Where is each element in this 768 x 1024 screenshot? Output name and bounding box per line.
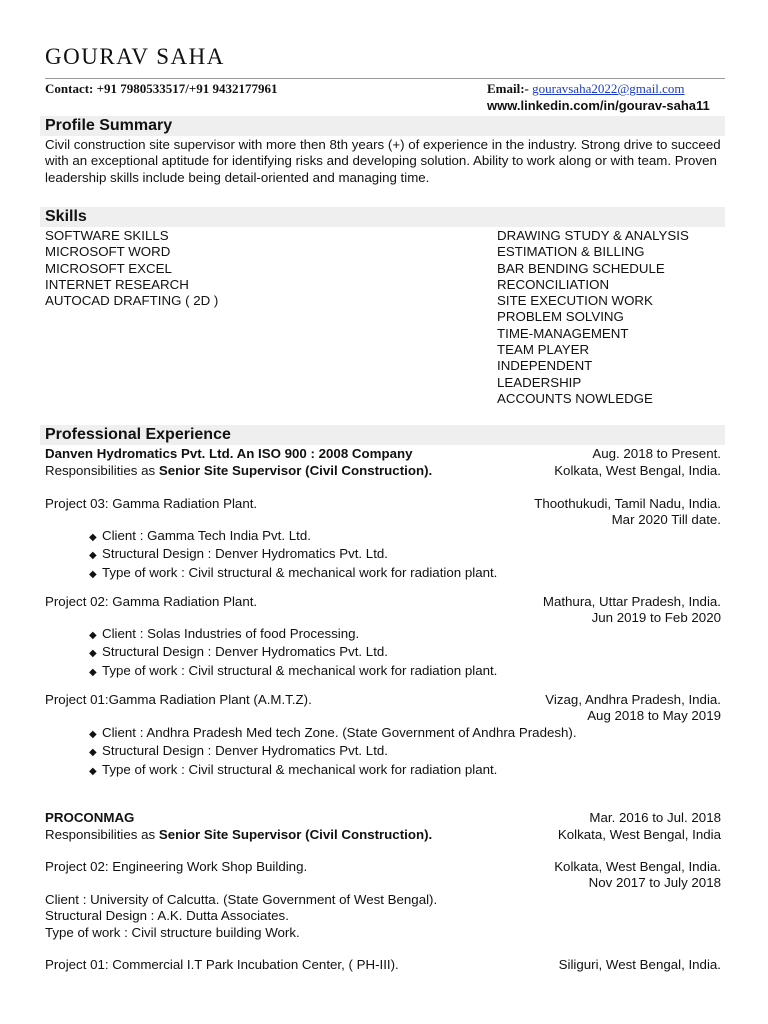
skills-section-band bbox=[40, 207, 725, 227]
skill-item: PROBLEM SOLVING bbox=[497, 309, 624, 325]
job1-project2-date: Jun 2019 to Feb 2020 bbox=[591, 610, 721, 625]
bullet-icon: ◆ bbox=[89, 666, 97, 678]
job1-project2-bullets bbox=[89, 626, 497, 681]
bullet-icon: ◆ bbox=[89, 729, 97, 740]
job2-project2-work: Type of work : Civil structure building Work. bbox=[45, 925, 300, 940]
bullet-icon: ◆ bbox=[89, 747, 97, 759]
profile-summary-text: Civil construction site supervisor with more then 8th years (+) of experience in the industry. Strong drive to succeed with an exceptional aptitude for identifying risks and developing solution. Ability to work along or with team. Proven leadership skills include being detail-oriented and managing time. bbox=[45, 137, 721, 185]
list-item: ◆ Type of work : Civil structural & mechanical work for radiation plant. bbox=[89, 565, 497, 583]
skill-item: INDEPENDENT bbox=[497, 358, 593, 374]
skill-item: LEADERSHIP bbox=[497, 374, 582, 390]
list-item: ◆ Client : Andhra Pradesh Med tech Zone. (State Government of Andhra Pradesh). bbox=[89, 725, 577, 743]
job2-project1-place: Siliguri, West Bengal, India. bbox=[558, 957, 721, 972]
responsibility-prefix: Responsibilities as bbox=[45, 827, 159, 842]
job2-location: Kolkata, West Bengal, India bbox=[557, 827, 721, 842]
list-item: ◆ Structural Design : Denver Hydromatics Pvt. Ltd. bbox=[89, 546, 497, 564]
list-item: ◆ Structural Design : Denver Hydromatics Pvt. Ltd. bbox=[89, 743, 577, 761]
job1-location: Kolkata, West Bengal, India. bbox=[554, 463, 721, 478]
job1-project1-place: Vizag, Andhra Pradesh, India. bbox=[545, 692, 721, 707]
skills-left-list bbox=[45, 228, 218, 309]
skill-item: AUTOCAD DRAFTING ( 2D ) bbox=[45, 293, 219, 309]
bullet-icon: ◆ bbox=[89, 568, 97, 580]
email-link[interactable]: gouravsaha2022@gmail.com bbox=[532, 81, 685, 96]
job2-project2-title: Project 02: Engineering Work Shop Building. bbox=[45, 859, 308, 874]
job2-project2-date: Nov 2017 to July 2018 bbox=[588, 875, 721, 890]
skill-item: MICROSOFT EXCEL bbox=[45, 260, 172, 276]
skill-item: SITE EXECUTION WORK bbox=[497, 293, 653, 309]
list-item: ◆ Type of work : Civil structural & mechanical work for radiation plant. bbox=[89, 663, 497, 681]
skill-item: ACCOUNTS NOWLEDGE bbox=[497, 390, 653, 406]
job1-project1-title: Project 01:Gamma Radiation Plant (A.M.T.Z). bbox=[45, 692, 312, 707]
job1-project1-date: Aug 2018 to May 2019 bbox=[587, 708, 721, 723]
job1-role: Senior Site Supervisor (Civil Construction). bbox=[158, 463, 433, 478]
skill-item: INTERNET RESEARCH bbox=[45, 276, 189, 292]
job2-responsibility bbox=[45, 827, 432, 843]
list-item: ◆ Client : Solas Industries of food Processing. bbox=[89, 626, 497, 644]
job2-project2-client: Client : University of Calcutta. (State Government of West Bengal). bbox=[45, 892, 438, 907]
job1-project1-bullets bbox=[89, 725, 577, 780]
list-item: ◆ Structural Design : Denver Hydromatics Pvt. Ltd. bbox=[89, 644, 497, 662]
skill-item: MICROSOFT WORD bbox=[45, 244, 171, 260]
skill-item: TEAM PLAYER bbox=[497, 342, 590, 358]
linkedin-url: www.linkedin.com/in/gourav-saha11 bbox=[487, 98, 710, 113]
candidate-name: GOURAV SAHA bbox=[45, 44, 225, 69]
job1-project2-title: Project 02: Gamma Radiation Plant. bbox=[45, 594, 258, 609]
job2-project2-place: Kolkata, West Bengal, India. bbox=[554, 859, 721, 874]
list-item: ◆ Type of work : Civil structural & mechanical work for radiation plant. bbox=[89, 762, 577, 780]
header-divider bbox=[45, 78, 725, 79]
job1-project2-place: Mathura, Uttar Pradesh, India. bbox=[542, 594, 721, 609]
responsibility-prefix: Responsibilities as bbox=[45, 463, 159, 478]
skill-item: RECONCILIATION bbox=[497, 276, 610, 292]
bullet-icon: ◆ bbox=[89, 550, 97, 562]
job2-role: Senior Site Supervisor (Civil Construction). bbox=[158, 827, 433, 842]
email-label: Email:- bbox=[487, 81, 533, 96]
bullet-icon: ◆ bbox=[89, 648, 97, 660]
skill-item: ESTIMATION & BILLING bbox=[497, 244, 645, 260]
job2-company: PROCONMAG bbox=[45, 810, 135, 825]
job1-project3-date: Mar 2020 Till date. bbox=[611, 512, 721, 527]
skill-item: BAR BENDING SCHEDULE bbox=[497, 260, 665, 276]
job1-period: Aug. 2018 to Present. bbox=[592, 446, 721, 461]
contact-phone: Contact: +91 7980533517/+91 9432177961 bbox=[45, 81, 278, 96]
job2-project1-title: Project 01: Commercial I.T Park Incubation Center, ( PH-III). bbox=[45, 957, 399, 972]
list-item: ◆ Client : Gamma Tech India Pvt. Ltd. bbox=[89, 528, 497, 546]
skills-right-list bbox=[497, 228, 689, 407]
profile-summary-heading: Profile Summary bbox=[45, 117, 173, 134]
skill-item: DRAWING STUDY & ANALYSIS bbox=[497, 228, 689, 243]
email-line bbox=[487, 81, 685, 97]
job1-project3-bullets bbox=[89, 528, 497, 583]
skills-heading: Skills bbox=[45, 208, 87, 225]
job2-project2-design: Structural Design : A.K. Dutta Associates. bbox=[45, 908, 289, 923]
job1-responsibility bbox=[45, 463, 432, 479]
experience-heading: Professional Experience bbox=[45, 426, 231, 443]
job2-period: Mar. 2016 to Jul. 2018 bbox=[589, 810, 721, 825]
bullet-icon: ◆ bbox=[89, 532, 97, 543]
job1-company: Danven Hydromatics Pvt. Ltd. An ISO 900 : 2008 Company bbox=[45, 446, 413, 461]
skill-item: TIME-MANAGEMENT bbox=[497, 325, 629, 341]
bullet-icon: ◆ bbox=[89, 765, 97, 777]
job1-project3-title: Project 03: Gamma Radiation Plant. bbox=[45, 496, 258, 511]
job1-project3-place: Thoothukudi, Tamil Nadu, India. bbox=[534, 496, 721, 511]
skill-item: SOFTWARE SKILLS bbox=[45, 228, 169, 243]
bullet-icon: ◆ bbox=[89, 630, 97, 641]
